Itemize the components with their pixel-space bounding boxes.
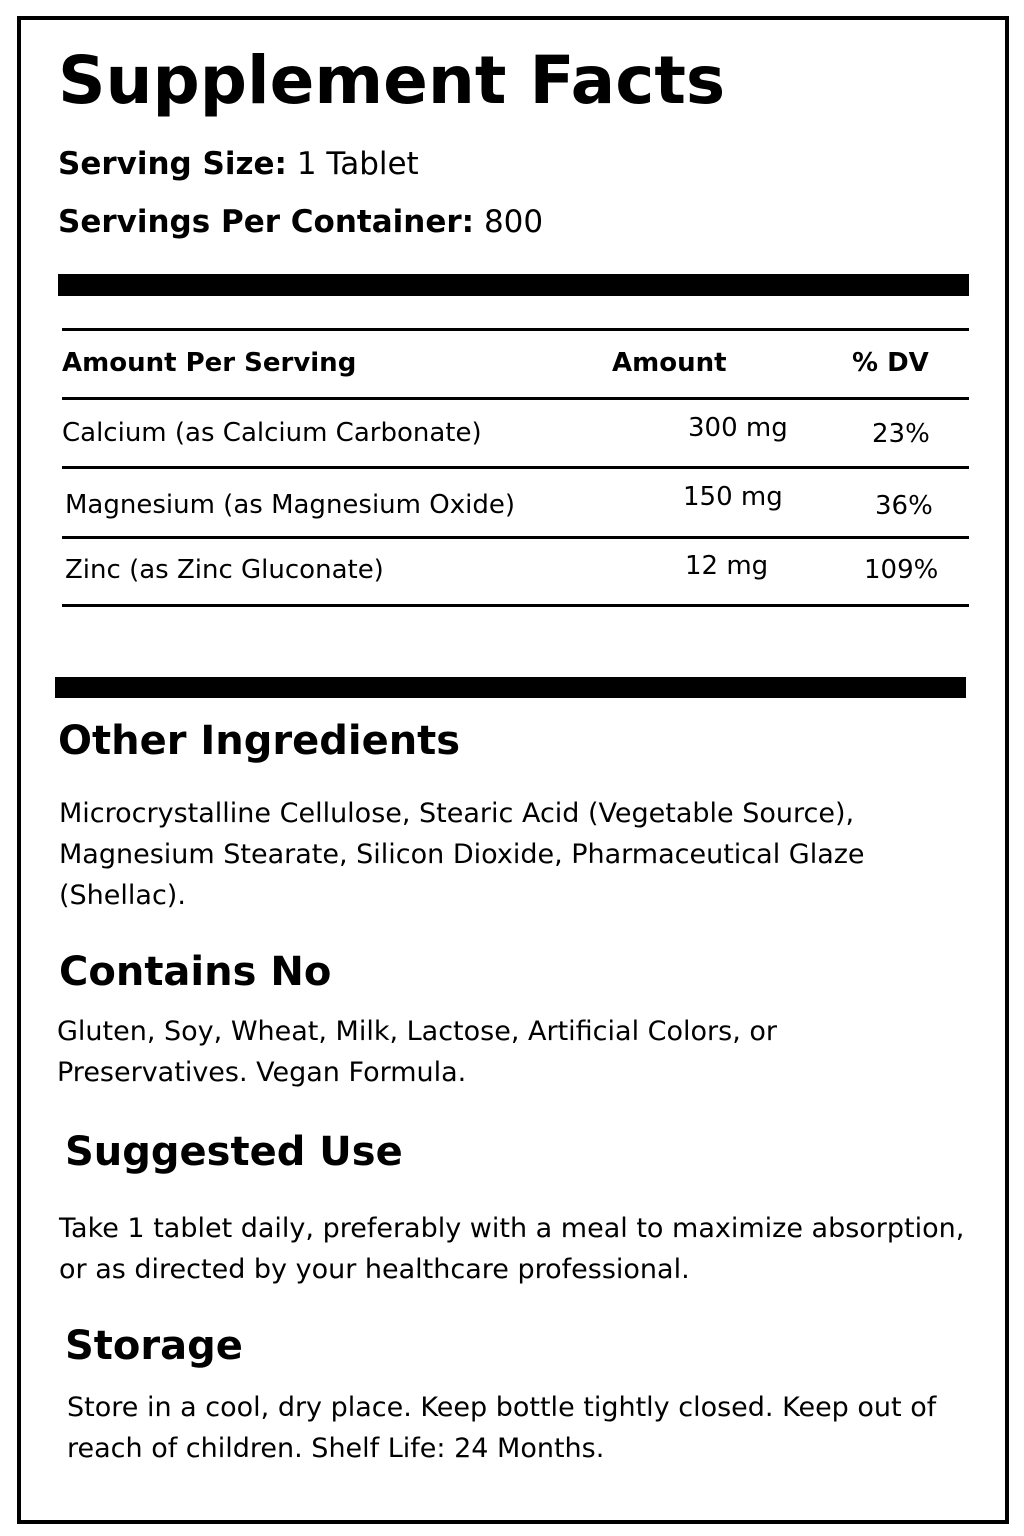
- row-calcium-nutrient: Calcium (as Calcium Carbonate): [62, 418, 482, 448]
- contains-no-line: Gluten, Soy, Wheat, Milk, Lactose, Artificial Colors, or: [57, 1016, 777, 1047]
- row-magnesium-amount: 150 mg: [683, 482, 783, 512]
- other-ingredients-heading: Other Ingredients: [58, 718, 461, 764]
- other-ingredients-line: Magnesium Stearate, Silicon Dioxide, Pharmaceutical Glaze: [59, 839, 865, 870]
- header-amount-per-serving: Amount Per Serving: [62, 348, 357, 378]
- servings-per-container-line: [58, 204, 543, 240]
- header-amount: Amount: [612, 348, 727, 378]
- other-ingredients-line: (Shellac).: [59, 880, 186, 911]
- storage-line: Store in a cool, dry place. Keep bottle tightly closed. Keep out of: [67, 1392, 937, 1423]
- servings-per-container-label: Servings Per Container:: [58, 204, 475, 240]
- table-row-rule-2: [62, 536, 969, 539]
- servings-per-container-value: 800: [483, 204, 544, 240]
- page-title: Supplement Facts: [58, 42, 726, 119]
- row-calcium-amount: 300 mg: [688, 413, 788, 443]
- serving-size-line: [58, 146, 419, 182]
- contains-no-line: Preservatives. Vegan Formula.: [57, 1057, 467, 1088]
- suggested-use-text: [59, 1208, 964, 1290]
- row-magnesium-dv: 36%: [875, 491, 933, 521]
- storage-line: reach of children. Shelf Life: 24 Months.: [67, 1433, 605, 1464]
- suggested-use-heading: Suggested Use: [65, 1129, 403, 1175]
- serving-size-value: 1 Tablet: [296, 146, 419, 182]
- table-row-rule-1: [62, 466, 969, 469]
- suggested-use-line: or as directed by your healthcare professional.: [59, 1254, 690, 1285]
- table-bottom-rule: [62, 604, 969, 607]
- serving-size-label: Serving Size:: [58, 146, 287, 182]
- label-border: [17, 16, 1009, 1524]
- table-top-rule: [62, 328, 969, 331]
- middle-thick-divider: [55, 677, 966, 698]
- row-zinc-amount: 12 mg: [685, 551, 769, 581]
- other-ingredients-text: [59, 793, 865, 916]
- row-magnesium-nutrient: Magnesium (as Magnesium Oxide): [65, 490, 515, 520]
- contains-no-text: [57, 1011, 777, 1093]
- other-ingredients-line: Microcrystalline Cellulose, Stearic Acid (Vegetable Source),: [59, 798, 855, 829]
- row-calcium-dv: 23%: [872, 419, 930, 449]
- suggested-use-line: Take 1 tablet daily, preferably with a meal to maximize absorption,: [59, 1213, 965, 1244]
- row-zinc-nutrient: Zinc (as Zinc Gluconate): [65, 555, 384, 585]
- contains-no-heading: Contains No: [59, 949, 332, 995]
- storage-heading: Storage: [65, 1323, 243, 1369]
- row-zinc-dv: 109%: [864, 555, 939, 585]
- storage-text: [67, 1387, 936, 1469]
- top-thick-divider: [58, 274, 969, 296]
- header-dv: % DV: [852, 348, 929, 378]
- table-header-rule: [62, 397, 969, 400]
